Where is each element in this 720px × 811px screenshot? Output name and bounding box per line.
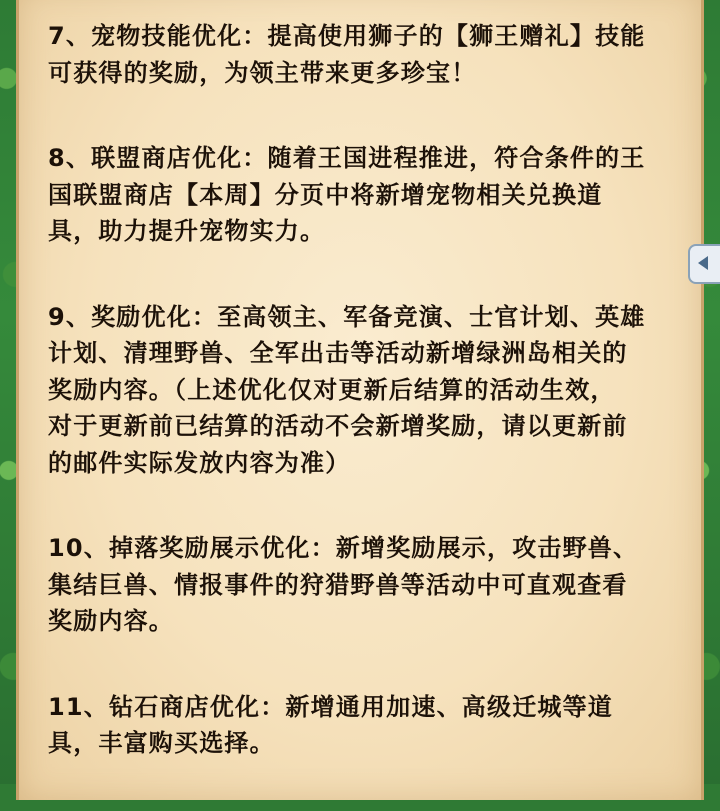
update-item-drop-display [48,530,678,640]
scroll-arrow-icon[interactable] [688,244,720,284]
text-line: 集结巨兽、情报事件的狩猎野兽等活动中可直观查看 [48,570,628,599]
text-line: 11、钻石商店优化：新增通用加速、高级迁城等道 [48,692,613,721]
text-line: 具，助力提升宠物实力。 [48,217,326,245]
update-item-rewards [48,299,678,482]
text-line: 对于更新前已结算的活动不会新增奖励，请以更新前 [48,412,628,440]
update-item-pet-skill [48,18,678,91]
update-notes-list [48,18,678,811]
text-line: 8、联盟商店优化：随着王国进程推进，符合条件的王 [48,144,646,172]
text-line: 奖励内容。 [48,607,174,635]
text-line: 国联盟商店【本周】分页中将新增宠物相关兑换道 [48,180,603,209]
text-line: 7、宠物技能优化：提高使用狮子的【狮王赠礼】技能 [48,22,646,50]
text-line: 可获得的奖励，为领主带来更多珍宝！ [48,58,477,87]
text-line: 10、掉落奖励展示优化：新增奖励展示，攻击野兽、 [48,534,639,562]
update-item-alliance-shop [48,140,678,250]
update-item-diamond-shop [48,689,678,762]
text-line: 的邮件实际发放内容为准） [48,448,351,477]
text-line: 具，丰富购买选择。 [48,729,275,757]
text-line: 奖励内容。（上述优化仅对更新后结算的活动生效， [48,375,616,404]
text-line: 9、奖励优化：至高领主、军备竞演、士官计划、英雄 [48,302,646,331]
text-line: 计划、清理野兽、全军出击等活动新增绿洲岛相关的 [48,339,628,367]
